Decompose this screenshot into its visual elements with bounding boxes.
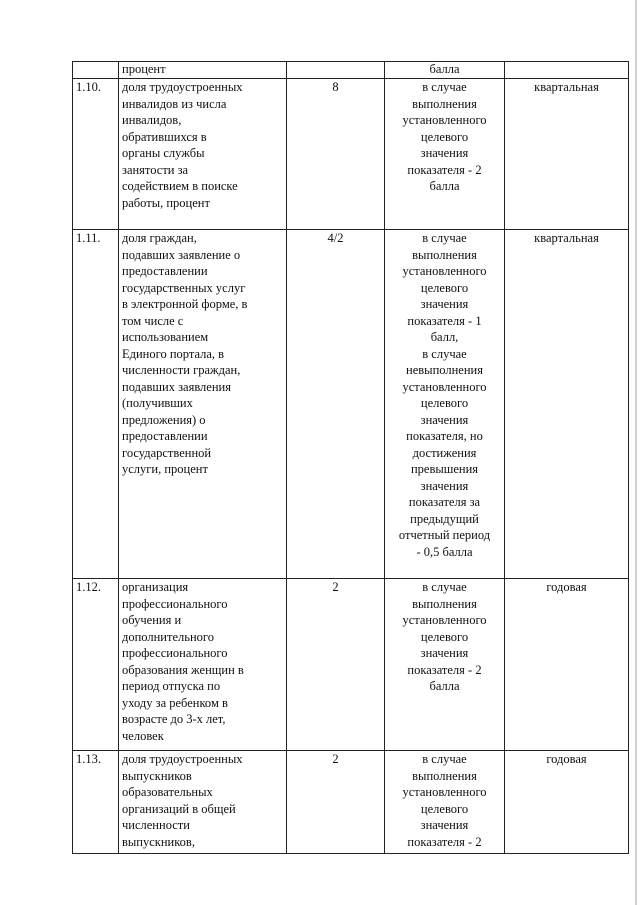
cell-value: 2 (287, 579, 385, 751)
table-row (73, 751, 629, 854)
cell-number: 1.10. (73, 79, 119, 230)
cell-condition: в случае выполнения установленного целевого значения показателя - 2 балла (385, 79, 505, 230)
cell-condition: в случае выполнения установленного целевого значения показателя - 2 балла (385, 579, 505, 751)
cell-number (73, 62, 119, 79)
cell-condition: в случае выполнения установленного целевого значения показателя - 2 (385, 751, 505, 854)
cell-value: 8 (287, 79, 385, 230)
cell-indicator-name: доля трудоустроенных инвалидов из числа инвалидов, обратившихся в органы службы занятости за содействием в поиске работы, процент (119, 79, 287, 230)
cell-number: 1.13. (73, 751, 119, 854)
cell-period: годовая (505, 579, 629, 751)
table-row (73, 230, 629, 579)
cell-value (287, 62, 385, 79)
scan-edge-divider (635, 0, 637, 905)
criteria-table (72, 61, 629, 854)
cell-value: 4/2 (287, 230, 385, 579)
cell-period: годовая (505, 751, 629, 854)
cell-number: 1.12. (73, 579, 119, 751)
cell-indicator-name: процент (119, 62, 287, 79)
table-row (73, 79, 629, 230)
cell-period (505, 62, 629, 79)
cell-condition: в случае выполнения установленного целевого значения показателя - 1 балл, в случае невыполнения установленного целевого значения показателя, но достижения превышения значения показателя за предыдущий отчетный период - 0,5 балла (385, 230, 505, 579)
cell-indicator-name: доля граждан, подавших заявление о предоставлении государственных услуг в электронной форме, в том числе с использованием Единого портала, в численности граждан, подавших заявления (получивших предложения) о предоставлении государственной услуги, процент (119, 230, 287, 579)
cell-indicator-name: организация профессионального обучения и дополнительного профессионального образования женщин в период отпуска по уходу за ребенком в возрасте до 3-х лет, человек (119, 579, 287, 751)
cell-period: квартальная (505, 79, 629, 230)
cell-period: квартальная (505, 230, 629, 579)
cell-number: 1.11. (73, 230, 119, 579)
table-row-continuation (73, 62, 629, 79)
cell-value: 2 (287, 751, 385, 854)
cell-condition: балла (385, 62, 505, 79)
table-row (73, 579, 629, 751)
cell-indicator-name: доля трудоустроенных выпускников образовательных организаций в общей численности выпускников, (119, 751, 287, 854)
